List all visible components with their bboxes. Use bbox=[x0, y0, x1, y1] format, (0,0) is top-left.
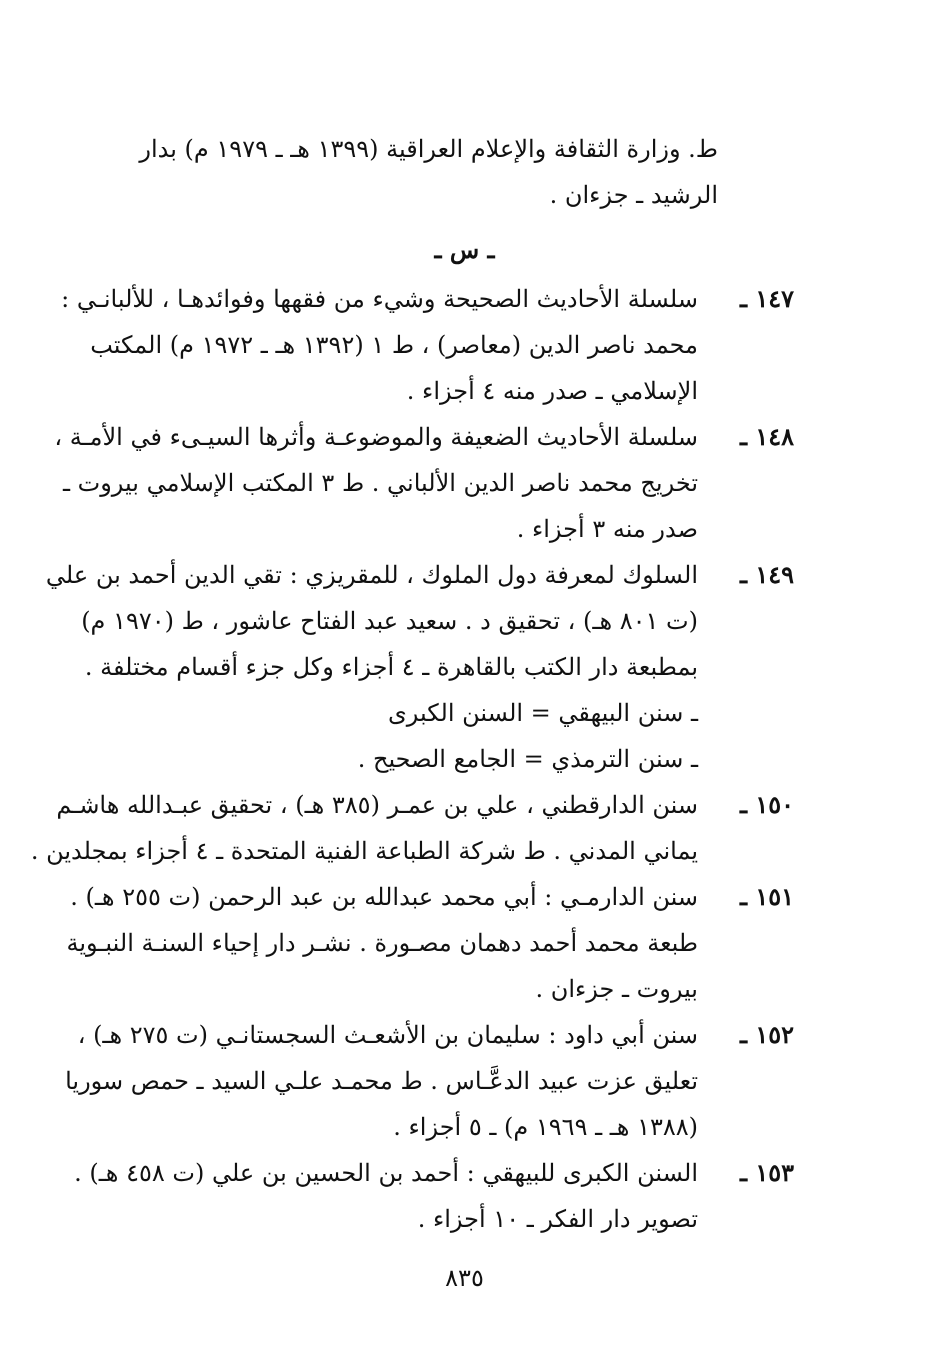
entry-line: سنن الدارقطني ، علي بن عمـر (٣٨٥ هـ) ، تحقيق عبـدالله هاشـم bbox=[56, 791, 698, 819]
bibliography-entries bbox=[30, 276, 794, 1242]
entry-line: طبعة محمد أحمد دهمان مصـورة . نشـر دار إحياء السنـة النبـوية bbox=[66, 929, 698, 957]
entry-line: سلسلة الأحاديث الضعيفة والموضوعـة وأثرها السيـىء في الأمـة ، bbox=[54, 423, 698, 451]
entry-line: محمد ناصر الدين (معاصر) ، ط ١ (١٣٩٢ هـ ـ ١٩٧٢ م) المكتب bbox=[90, 331, 698, 359]
entry-line: السنن الكبرى للبيهقي : أحمد بن الحسين بن علي (ت ٤٥٨ هـ) . bbox=[74, 1159, 698, 1187]
entry-line: سلسلة الأحاديث الصحيحة وشيء من فقهها وفوائدهـا ، للألبانـي : bbox=[61, 285, 698, 313]
entry-number: ١٤٨ ـ bbox=[739, 422, 794, 451]
bibliography-entry bbox=[61, 276, 794, 414]
entry-number: ١٥١ ـ bbox=[739, 882, 794, 911]
bibliography-entry bbox=[66, 874, 794, 1012]
entry-number: ١٥٣ ـ bbox=[739, 1158, 794, 1187]
bibliography-entry bbox=[74, 1150, 794, 1242]
cross-reference: ـ سنن البيهقي = السنن الكبرى bbox=[388, 699, 698, 727]
entry-line: (ت ٨٠١ هـ) ، تحقيق د . سعيد عبد الفتاح عاشور ، ط (١٩٧٠ م) bbox=[81, 607, 698, 635]
bibliography-entry bbox=[45, 552, 794, 690]
cross-references bbox=[100, 690, 794, 782]
cross-reference: ـ سنن الترمذي = الجامع الصحيح . bbox=[357, 745, 698, 773]
page-number: ٨٣٥ bbox=[445, 1264, 484, 1292]
section-heading: ـ س ـ bbox=[434, 235, 495, 264]
entry-number: ١٥٠ ـ bbox=[739, 790, 794, 819]
entry-number: ١٤٩ ـ bbox=[739, 560, 794, 589]
entry-line: صدر منه ٣ أجزاء . bbox=[516, 515, 698, 543]
entry-line: بيروت ـ جزءان . bbox=[535, 975, 698, 1003]
entry-number: ١٤٧ ـ bbox=[739, 284, 794, 313]
entry-line: تصوير دار الفكر ـ ١٠ أجزاء . bbox=[417, 1205, 698, 1233]
entry-line: تخريج محمد ناصر الدين الألباني . ط ٣ المكتب الإسلامي بيروت ـ bbox=[62, 469, 698, 497]
entry-line: يماني المدني . ط شركة الطباعة الفنية المتحدة ـ ٤ أجزاء بمجلدين . bbox=[30, 837, 698, 865]
entry-line: السلوك لمعرفة دول الملوك ، للمقريزي : تقي الدين أحمد بن علي bbox=[45, 561, 698, 589]
entry-line: بمطبعة دار الكتب بالقاهرة ـ ٤ أجزاء وكل جزء أقسام مختلفة . bbox=[84, 653, 698, 681]
entry-line: سنن أبي داود : سليمان بن الأشعـث السجستانـي (ت ٢٧٥ هـ) ، bbox=[77, 1021, 698, 1049]
intro-line: الرشيد ـ جزءان . bbox=[549, 181, 718, 209]
entry-line: سنن الدارمـي : أبي محمد عبدالله بن عبد الرحمن (ت ٢٥٥ هـ) . bbox=[70, 883, 698, 911]
entry-number: ١٥٢ ـ bbox=[739, 1020, 794, 1049]
bibliography-entry bbox=[65, 1012, 794, 1150]
bibliography-entry bbox=[54, 414, 794, 552]
entry-line: الإسلامي ـ صدر منه ٤ أجزاء . bbox=[406, 377, 698, 405]
entry-line: تعليق عزت عبيد الدعَّـاس . ط محمـد علـي السيد ـ حمص سوريا bbox=[65, 1067, 698, 1095]
intro-line: ط. وزارة الثقافة والإعلام العراقية (١٣٩٩ هـ ـ ١٩٧٩ م) بدار bbox=[139, 135, 718, 163]
bibliography-entry bbox=[30, 782, 794, 874]
entry-line: (١٣٨٨ هـ ـ ١٩٦٩ م) ـ ٥ أجزاء . bbox=[393, 1113, 698, 1141]
intro-continuation bbox=[100, 126, 794, 218]
